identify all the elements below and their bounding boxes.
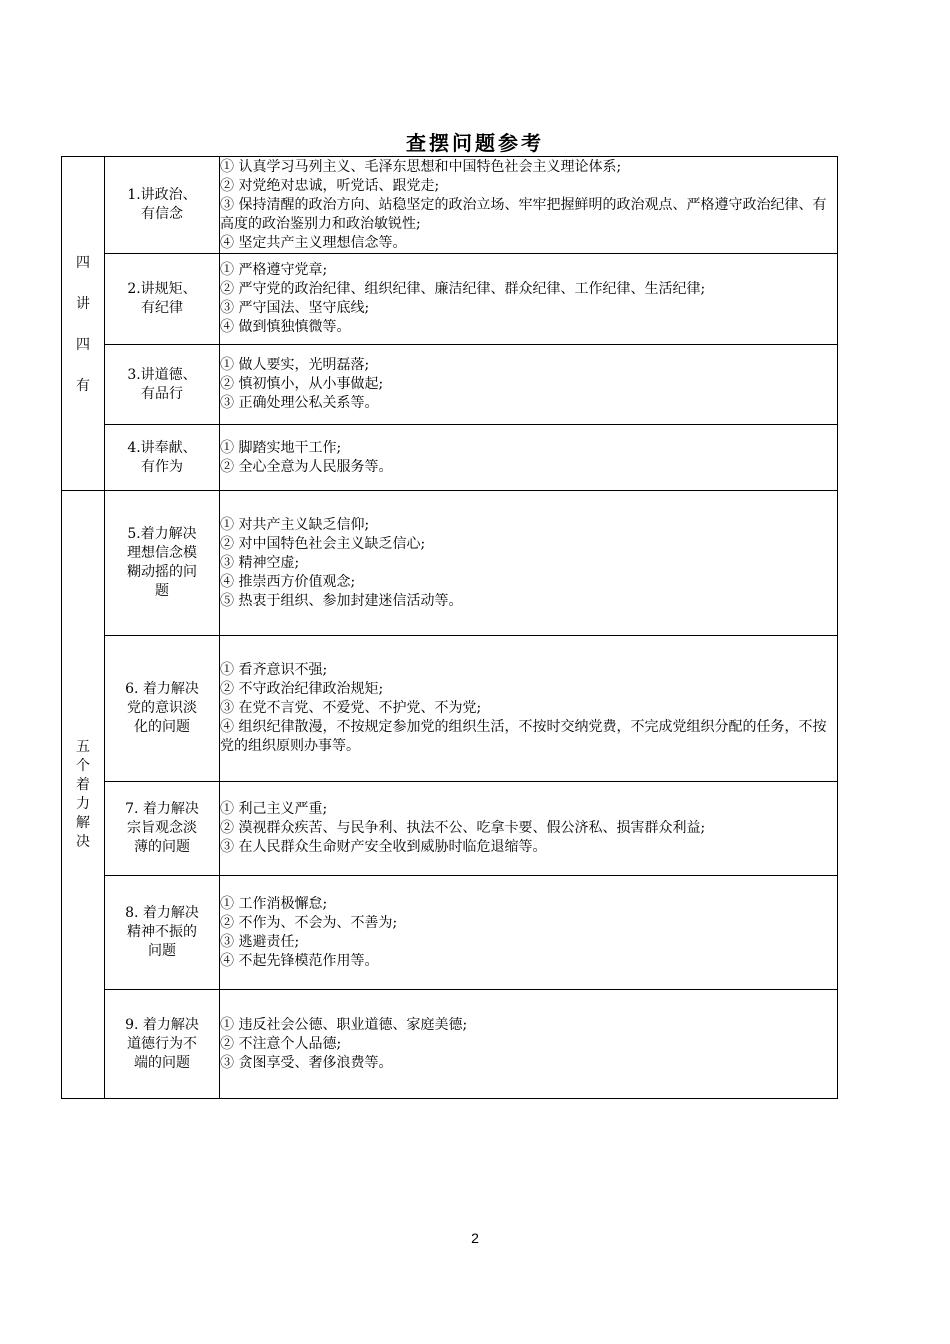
topic-line: 3.讲道德、: [127, 366, 197, 383]
list-item: ② 不注意个人品德;: [220, 1035, 342, 1052]
topic-cell: [105, 254, 220, 345]
group-label-char: 决: [76, 833, 90, 850]
topic-line: 5.着力解决: [127, 526, 197, 542]
group-label-char: 四: [76, 255, 90, 271]
table-row: [62, 254, 838, 345]
topic-line: 2.讲规矩、: [127, 281, 197, 297]
topic-line: 有信念: [141, 206, 183, 222]
table-row: [62, 345, 838, 425]
topic-line: 宗旨观念淡: [127, 820, 197, 836]
group-label-char: 着: [76, 776, 90, 793]
list-item: ① 认真学习马列主义、毛泽东思想和中国特色社会主义理论体系;: [220, 158, 622, 175]
topic-line: 理想信念模: [127, 545, 197, 561]
table-row: [62, 782, 838, 876]
group-label-char: 四: [76, 337, 90, 353]
topic-line: 精神不振的: [127, 924, 197, 940]
list-item: ① 做人要实，光明磊落;: [220, 357, 370, 373]
topic-cell: [105, 425, 220, 491]
list-item: ③ 贪图享受、奢侈浪费等。: [220, 1054, 393, 1071]
topic-line: 7. 着力解决: [125, 801, 199, 817]
topic-line: 6. 着力解决: [125, 681, 199, 697]
list-item: ④ 不起先锋模范作用等。: [220, 952, 379, 969]
list-item: ③ 在党不言党、不爱党、不护党、不为党;: [220, 700, 482, 716]
list-item: ④ 坚定共产主义理想信念等。: [220, 234, 407, 251]
table-row: [62, 876, 838, 990]
list-item: ② 慎初慎小，从小事做起;: [220, 376, 384, 392]
items-cell: [220, 876, 838, 990]
items-cell: [220, 425, 838, 491]
topic-line: 薄的问题: [134, 839, 190, 855]
group-label-five-focus: [62, 491, 105, 1099]
list-item: ③ 保持清醒的政治方向、站稳坚定的政治立场、牢牢把握鲜明的政治观点、严格遵守政治纪律、有高度的政治鉴别力和政治敏锐性;: [220, 196, 827, 232]
issues-reference-table: [61, 156, 838, 1099]
list-item: ① 对共产主义缺乏信仰;: [220, 516, 370, 533]
topic-cell: [105, 636, 220, 782]
list-item: ② 不守政治纪律政治规矩;: [220, 681, 384, 697]
topic-line: 问题: [148, 943, 176, 959]
items-cell: [220, 157, 838, 254]
list-item: ③ 逃避责任;: [220, 933, 300, 950]
page-number: 2: [471, 1230, 479, 1246]
group-label-char: 五: [76, 738, 90, 755]
topic-line: 党的意识淡: [127, 700, 197, 716]
list-item: ① 严格遵守党章;: [220, 262, 328, 278]
topic-cell: [105, 157, 220, 254]
page-title: 查摆问题参考: [406, 131, 544, 155]
table-row: [62, 636, 838, 782]
topic-line: 糊动摇的问: [127, 564, 197, 580]
list-item: ④ 推崇西方价值观念;: [220, 573, 356, 590]
list-item: ② 严守党的政治纪律、组织纪律、廉洁纪律、群众纪律、工作纪律、生活纪律;: [220, 281, 706, 297]
items-cell: [220, 254, 838, 345]
table-row: [62, 491, 838, 636]
list-item: ② 对中国特色社会主义缺乏信心;: [220, 535, 426, 552]
topic-cell: [105, 491, 220, 636]
topic-line: 化的问题: [134, 719, 190, 735]
items-cell: [220, 491, 838, 636]
list-item: ① 利己主义严重;: [220, 801, 328, 817]
items-cell: [220, 782, 838, 876]
topic-line: 端的问题: [134, 1054, 190, 1071]
group-label-char: 力: [76, 795, 90, 812]
items-cell: [220, 636, 838, 782]
topic-cell: [105, 876, 220, 990]
list-item: ② 漠视群众疾苦、与民争利、执法不公、吃拿卡要、假公济私、损害群众利益;: [220, 820, 706, 836]
list-item: ⑤ 热衷于组织、参加封建迷信活动等。: [220, 592, 463, 609]
topic-line: 8. 着力解决: [125, 905, 199, 921]
topic-cell: [105, 782, 220, 876]
items-cell: [220, 990, 838, 1099]
topic-line: 道德行为不: [127, 1035, 197, 1052]
group-label-char: 有: [76, 378, 90, 394]
topic-cell: [105, 990, 220, 1099]
group-label-four-talks: [62, 157, 105, 491]
group-label-char: 讲: [76, 296, 90, 312]
topic-line: 有品行: [141, 385, 183, 402]
topic-line: 有作为: [141, 458, 183, 475]
list-item: ② 对党绝对忠诚，听党话、跟党走;: [220, 177, 440, 194]
table-row: [62, 157, 838, 254]
list-item: ④ 做到慎独慎微等。: [220, 319, 351, 335]
topic-cell: [105, 345, 220, 425]
list-item: ① 脚踏实地干工作;: [220, 439, 342, 456]
list-item: ① 看齐意识不强;: [220, 662, 328, 678]
list-item: ② 不作为、不会为、不善为;: [220, 914, 398, 931]
items-cell: [220, 345, 838, 425]
list-item: ③ 在人民群众生命财产安全收到威胁时临危退缩等。: [220, 839, 547, 855]
list-item: ③ 精神空虚;: [220, 554, 300, 571]
group-label-char: 解: [76, 814, 90, 831]
topic-line: 9. 着力解决: [125, 1016, 199, 1033]
list-item: ② 全心全意为人民服务等。: [220, 458, 393, 475]
group-label-char: 个: [76, 757, 90, 774]
list-item: ③ 正确处理公私关系等。: [220, 395, 379, 411]
table-row: [62, 425, 838, 491]
list-item: ① 工作消极懈怠;: [220, 895, 328, 912]
topic-line: 1.讲政治、: [127, 187, 197, 203]
list-item: ③ 严守国法、坚守底线;: [220, 300, 370, 316]
list-item: ① 违反社会公德、职业道德、家庭美德;: [220, 1016, 468, 1033]
table-row: [62, 990, 838, 1099]
topic-line: 4.讲奉献、: [127, 439, 197, 456]
topic-line: 有纪律: [141, 300, 183, 316]
list-item: ④ 组织纪律散漫，不按规定参加党的组织生活，不按时交纳党费，不完成党组织分配的任务，不按党的组织原则办事等。: [220, 719, 827, 754]
topic-line: 题: [155, 583, 169, 599]
